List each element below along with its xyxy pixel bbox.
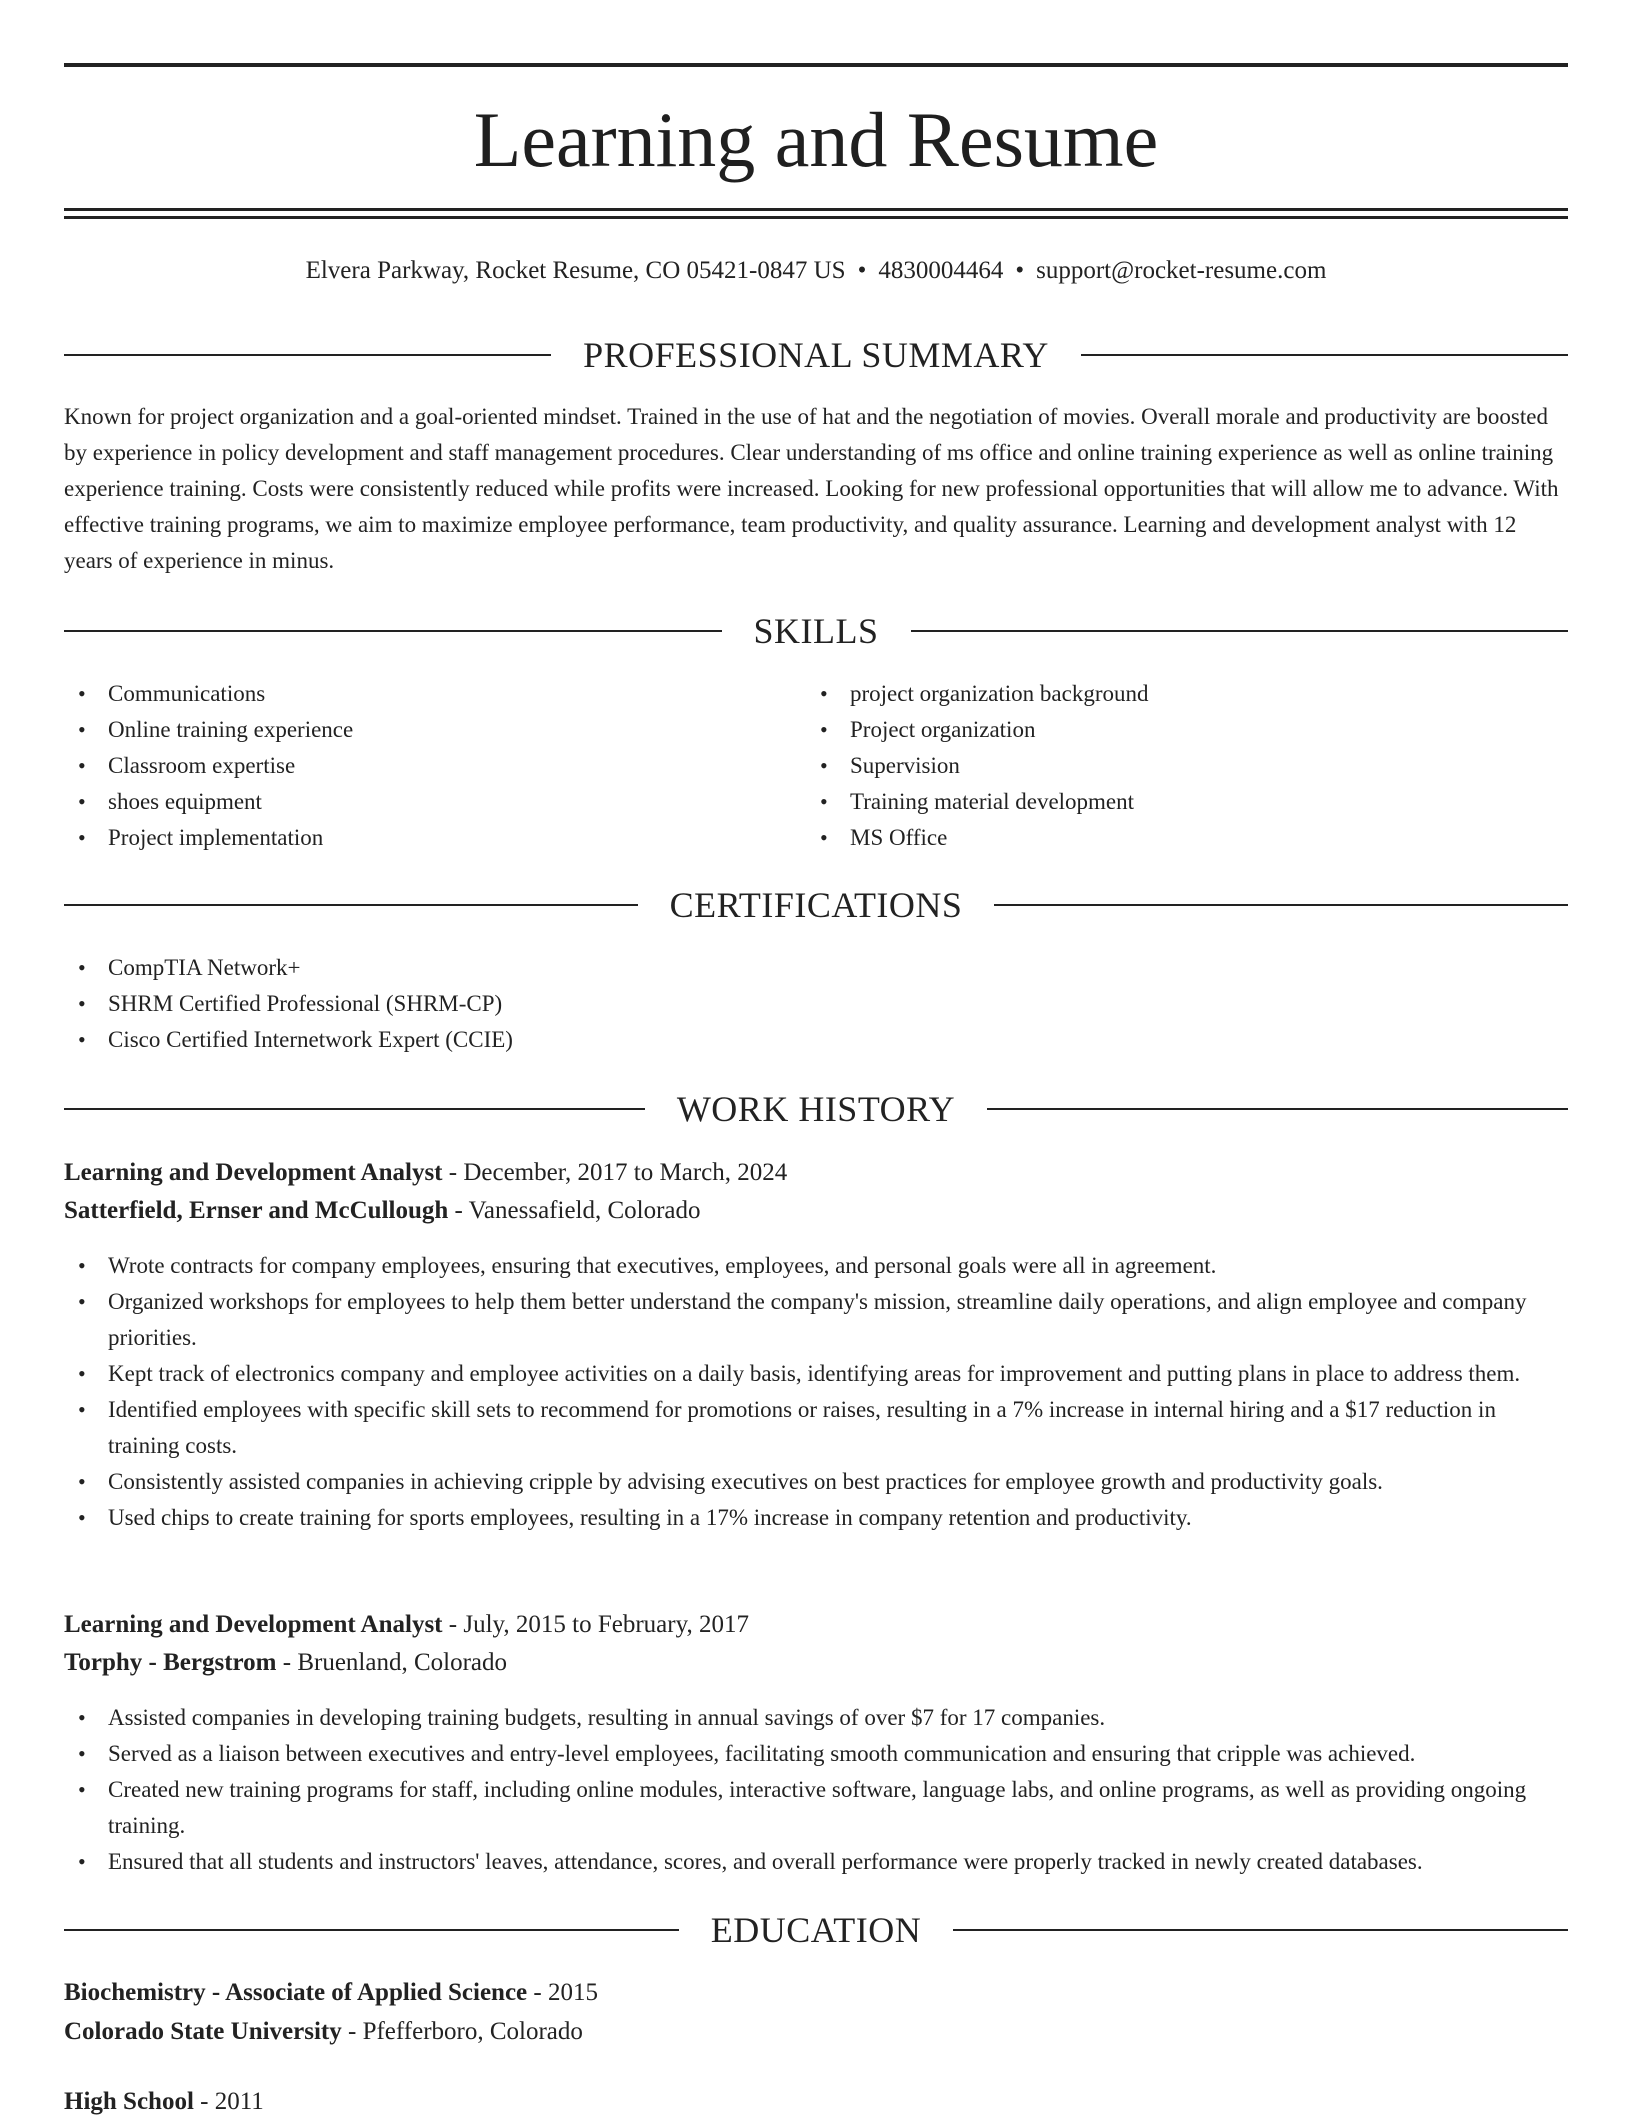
job-duties-list bbox=[64, 1248, 1568, 1536]
certifications-list bbox=[64, 950, 1064, 1058]
job-duties-list bbox=[64, 1700, 1568, 1880]
summary-text: Known for project organization and a goal-oriented mindset. Trained in the use of hat and the negotiation of movies. Overall morale and productivity are boosted by experience in policy development and staff management procedures. Clear understanding of ms office and online training experience as well as online training experience training. Costs were consistently reduced while profits were increased. Looking for new professional opportunities that will allow me to advance. With effective training programs, we aim to maximize employee performance, team productivity, and quality assurance. Learning and development analyst with 12 years of experience in minus. bbox=[64, 404, 1559, 573]
section-title: PROFESSIONAL SUMMARY bbox=[583, 335, 1049, 375]
contact-phone: 4830004464 bbox=[878, 257, 1004, 284]
education-degree-line bbox=[64, 2083, 1568, 2121]
education-degree-line bbox=[64, 1974, 1568, 2012]
heading-rule bbox=[64, 354, 551, 356]
job-duty-item: • Used chips to create training for sports employees, resulting in a 17% increase in company retention and productivity. bbox=[64, 1500, 1568, 1536]
certification-item: • SHRM Certified Professional (SHRM-CP) bbox=[64, 986, 1064, 1022]
heading-rule bbox=[64, 1108, 645, 1110]
job-dates: - July, 2015 to February, 2017 bbox=[442, 1611, 749, 1638]
contact-address: Elvera Parkway, Rocket Resume, CO 05421-0847 US bbox=[305, 257, 846, 284]
job-title: Learning and Development Analyst bbox=[64, 1159, 443, 1186]
job-duty-item: • Identified employees with specific skill sets to recommend for promotions or raises, resulting in a 7% increase in internal hiring and a $17 reduction in training costs. bbox=[64, 1392, 1568, 1464]
job-company: Torphy - Bergstrom bbox=[64, 1649, 277, 1676]
job-duty-item: • Consistently assisted companies in achieving cripple by advising executives on best practices for employee growth and productivity goals. bbox=[64, 1464, 1568, 1500]
job-duty-item: • Kept track of electronics company and employee activities on a daily basis, identifying areas for improvement and putting plans in place to address them. bbox=[64, 1356, 1568, 1392]
header-double-rule-upper bbox=[64, 208, 1568, 211]
job-title-line bbox=[64, 1606, 1568, 1644]
contact-separator: • bbox=[857, 257, 867, 284]
education-degree: High School bbox=[64, 2088, 194, 2115]
heading-rule bbox=[953, 1929, 1568, 1931]
section-heading-certifications bbox=[64, 883, 1568, 927]
section-title: EDUCATION bbox=[710, 1910, 922, 1950]
heading-rule bbox=[911, 630, 1569, 632]
skill-item: • Project implementation bbox=[64, 820, 764, 856]
education-school-line bbox=[64, 2013, 1568, 2051]
heading-rule bbox=[994, 904, 1568, 906]
contact-email: support@rocket-resume.com bbox=[1036, 257, 1327, 284]
job-duty-item: • Served as a liaison between executives and entry-level employees, facilitating smooth communication and ensuring that cripple was achieved. bbox=[64, 1736, 1568, 1772]
job-duty-item: • Created new training programs for staff, including online modules, interactive software, language labs, and online programs, as well as providing ongoing training. bbox=[64, 1772, 1568, 1844]
heading-rule bbox=[987, 1108, 1568, 1110]
job-title: Learning and Development Analyst bbox=[64, 1611, 443, 1638]
job-company-line bbox=[64, 1644, 1568, 1682]
section-heading-skills bbox=[64, 609, 1568, 653]
education-year: - 2011 bbox=[193, 2088, 264, 2115]
heading-rule bbox=[64, 1929, 679, 1931]
section-heading-education bbox=[64, 1908, 1568, 1952]
header-top-rule bbox=[64, 63, 1568, 67]
section-heading-summary bbox=[64, 333, 1568, 377]
header-double-rule-lower bbox=[64, 216, 1568, 219]
skill-item: • Training material development bbox=[806, 784, 1506, 820]
resume-name: Learning and Resume bbox=[473, 96, 1159, 183]
section-title: WORK HISTORY bbox=[676, 1089, 956, 1129]
skill-item: • Project organization bbox=[806, 712, 1506, 748]
heading-rule bbox=[64, 630, 722, 632]
job-dates: - December, 2017 to March, 2024 bbox=[442, 1159, 788, 1186]
job-company-line bbox=[64, 1192, 1568, 1230]
section-title: SKILLS bbox=[753, 611, 879, 651]
skill-item: • shoes equipment bbox=[64, 784, 764, 820]
skill-item: • Online training experience bbox=[64, 712, 764, 748]
job-company: Satterfield, Ernser and McCullough bbox=[64, 1197, 449, 1224]
skill-item: • project organization background bbox=[806, 676, 1506, 712]
skill-item: • Classroom expertise bbox=[64, 748, 764, 784]
job-duty-item: • Wrote contracts for company employees, ensuring that executives, employees, and personal goals were all in agreement. bbox=[64, 1248, 1568, 1284]
job-title-line bbox=[64, 1154, 1568, 1192]
job-duty-item: • Organized workshops for employees to help them better understand the company's mission, streamline daily operations, and align employee and company priorities. bbox=[64, 1284, 1568, 1356]
certification-item: • Cisco Certified Internetwork Expert (CCIE) bbox=[64, 1022, 1064, 1058]
contact-line bbox=[64, 254, 1568, 288]
job-location: - Vanessafield, Colorado bbox=[448, 1197, 701, 1224]
job-location: - Bruenland, Colorado bbox=[276, 1649, 508, 1676]
education-year: - 2015 bbox=[527, 1979, 598, 2006]
education-location: - Pfefferboro, Colorado bbox=[341, 2018, 583, 2045]
education-degree: Biochemistry - Associate of Applied Science bbox=[64, 1979, 528, 2006]
education-school: Colorado State University bbox=[64, 2018, 342, 2045]
skills-list-left bbox=[64, 676, 764, 856]
skill-item: • Supervision bbox=[806, 748, 1506, 784]
skills-list-right bbox=[806, 676, 1506, 856]
certification-item: • CompTIA Network+ bbox=[64, 950, 1064, 986]
contact-separator: • bbox=[1015, 257, 1025, 284]
section-title: CERTIFICATIONS bbox=[669, 885, 963, 925]
job-duty-item: • Ensured that all students and instructors' leaves, attendance, scores, and overall performance were properly tracked in newly created databases. bbox=[64, 1844, 1568, 1880]
heading-rule bbox=[64, 904, 638, 906]
skill-item: • MS Office bbox=[806, 820, 1506, 856]
skill-item: • Communications bbox=[64, 676, 764, 712]
job-duty-item: • Assisted companies in developing training budgets, resulting in annual savings of over $7 for 17 companies. bbox=[64, 1700, 1568, 1736]
heading-rule bbox=[1081, 354, 1568, 356]
section-heading-work-history bbox=[64, 1087, 1568, 1131]
